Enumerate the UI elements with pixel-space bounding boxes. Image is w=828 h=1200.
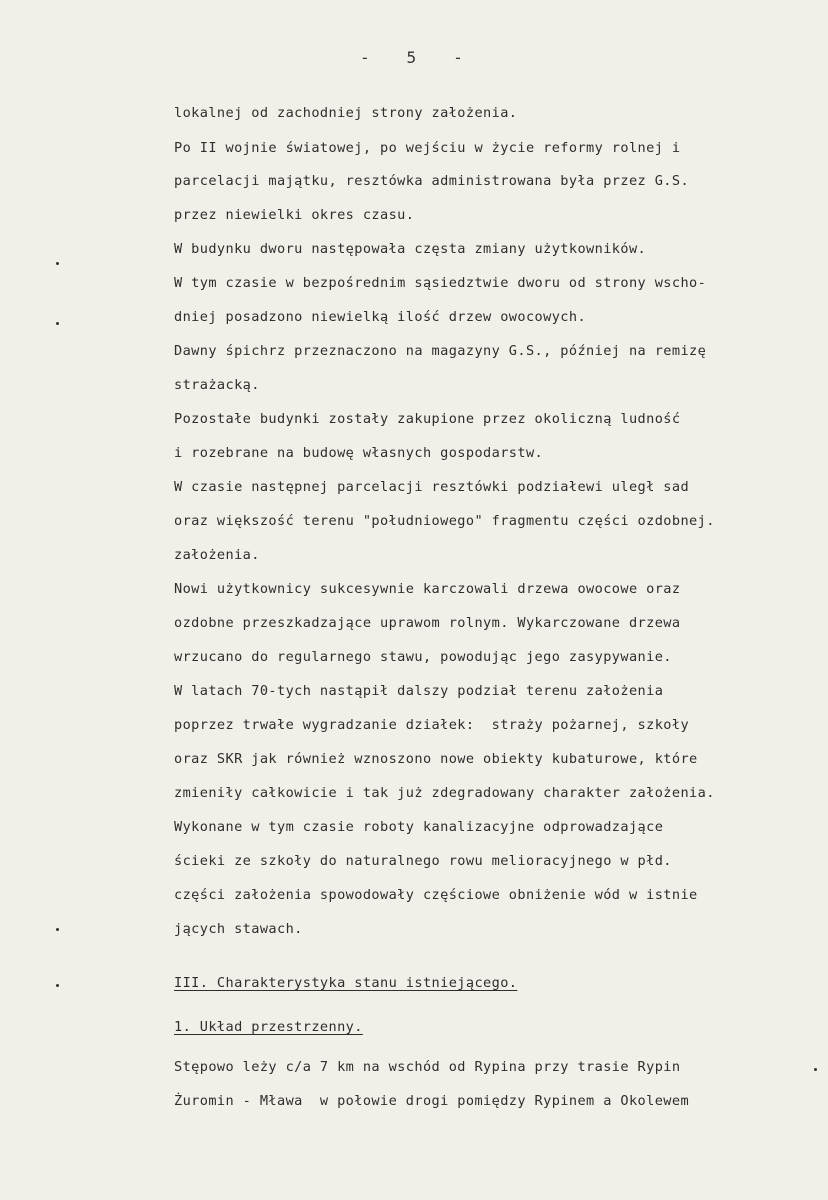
- margin-dot: [56, 262, 59, 265]
- page-number: - 5 -: [360, 48, 465, 67]
- subsection-heading: 1. Układ przestrzenny.: [174, 1019, 363, 1035]
- text-line: oraz SKR jak również wznoszono nowe obiekty kubaturowe, które: [174, 751, 698, 767]
- text-line: W czasie następnej parcelacji resztówki podziałewi uległ sad: [174, 479, 690, 495]
- text-line: wrzucano do regularnego stawu, powodując jego zasypywanie.: [174, 649, 672, 665]
- text-line: Stępowo leży c/a 7 km na wschód od Rypina przy trasie Rypin: [174, 1059, 681, 1075]
- margin-dot: [56, 322, 59, 325]
- text-line: założenia.: [174, 547, 260, 563]
- margin-dot: [56, 984, 59, 987]
- text-line: ozdobne przeszkadzające uprawom rolnym. Wykarczowane drzewa: [174, 615, 681, 631]
- text-line: części założenia spowodowały częściowe obniżenie wód w istnie: [174, 887, 698, 903]
- text-line: i rozebrane na budowę własnych gospodarstw.: [174, 445, 544, 461]
- text-line: Wykonane w tym czasie roboty kanalizacyjne odprowadzające: [174, 819, 664, 835]
- text-line: lokalnej od zachodniej strony założenia.: [174, 105, 518, 121]
- text-line: zmieniły całkowicie i tak już zdegradowany charakter założenia.: [174, 785, 715, 801]
- margin-dot: [814, 1068, 817, 1071]
- text-line: Żuromin - Mława w połowie drogi pomiędzy Rypinem a Okolewem: [174, 1093, 690, 1109]
- text-line: W latach 70-tych nastąpił dalszy podział terenu założenia: [174, 683, 664, 699]
- text-line: ścieki ze szkoły do naturalnego rowu melioracyjnego w płd.: [174, 853, 672, 869]
- text-line: przez niewielki okres czasu.: [174, 207, 415, 223]
- text-line: oraz większość terenu "południowego" fragmentu części ozdobnej.: [174, 513, 715, 529]
- text-line: parcelacji majątku, resztówka administrowana była przez G.S.: [174, 173, 690, 189]
- text-line: Pozostałe budynki zostały zakupione przez okoliczną ludność: [174, 411, 681, 427]
- text-line: Po II wojnie światowej, po wejściu w życie reformy rolnej i: [174, 140, 681, 156]
- section-heading: III. Charakterystyka stanu istniejącego.: [174, 975, 518, 991]
- text-line: W budynku dworu następowała częsta zmiany użytkowników.: [174, 241, 647, 257]
- text-line: poprzez trwałe wygradzanie działek: straży pożarnej, szkoły: [174, 717, 690, 733]
- text-line: jących stawach.: [174, 921, 303, 937]
- text-line: W tym czasie w bezpośrednim sąsiedztwie dworu od strony wscho-: [174, 275, 707, 291]
- text-line: Nowi użytkownicy sukcesywnie karczowali drzewa owocowe oraz: [174, 581, 681, 597]
- text-line: strażacką.: [174, 377, 260, 393]
- margin-dot: [56, 928, 59, 931]
- text-line: Dawny śpichrz przeznaczono na magazyny G.S., później na remizę: [174, 343, 707, 359]
- text-line: dniej posadzono niewielką ilość drzew owocowych.: [174, 309, 587, 325]
